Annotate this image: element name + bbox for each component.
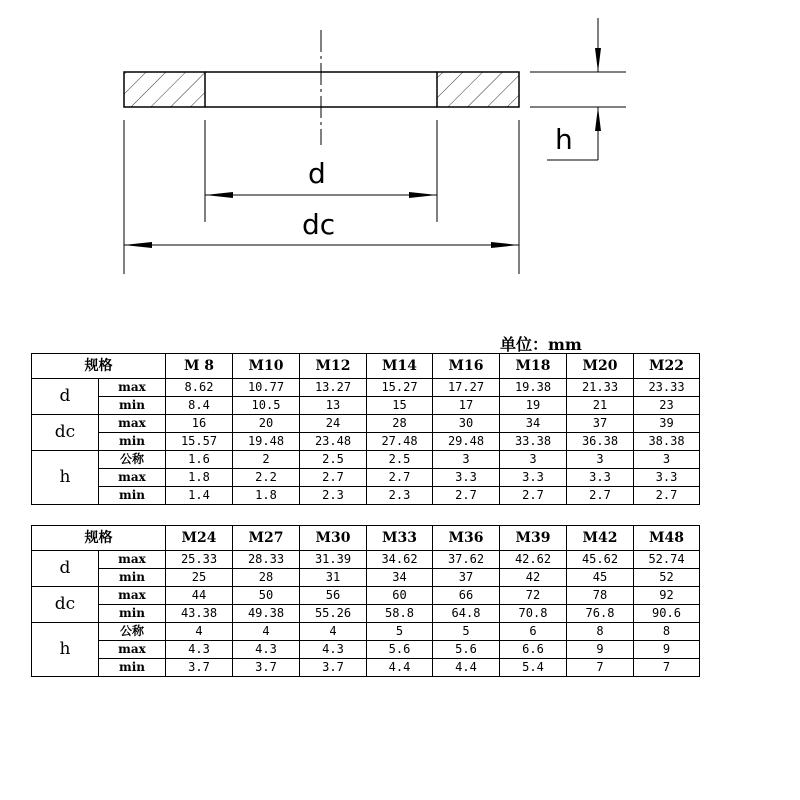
value-cell: 2.3 xyxy=(300,487,367,505)
max-label: max xyxy=(99,379,166,397)
value-cell: 43.38 xyxy=(166,605,233,623)
table-row xyxy=(32,569,700,587)
size-header: M24 xyxy=(166,526,233,551)
value-cell: 9 xyxy=(567,641,634,659)
min-label: min xyxy=(99,659,166,677)
value-cell: 42.62 xyxy=(500,551,567,569)
min-label: min xyxy=(99,397,166,415)
size-header: M10 xyxy=(233,354,300,379)
value-cell: 8 xyxy=(634,623,700,641)
value-cell: 3 xyxy=(433,451,500,469)
value-cell: 52 xyxy=(634,569,700,587)
d-label: d xyxy=(308,157,326,190)
header-row xyxy=(32,354,700,379)
table-row xyxy=(32,659,700,677)
table-row xyxy=(32,415,700,433)
unit-label: 单位：mm xyxy=(500,335,582,354)
value-cell: 3.7 xyxy=(300,659,367,677)
value-cell: 4.4 xyxy=(367,659,433,677)
value-cell: 16 xyxy=(166,415,233,433)
spec-header: 规格 xyxy=(32,526,166,551)
value-cell: 4 xyxy=(166,623,233,641)
value-cell: 3.3 xyxy=(500,469,567,487)
value-cell: 17 xyxy=(433,397,500,415)
header-row xyxy=(32,526,700,551)
min-label: min xyxy=(99,569,166,587)
value-cell: 4.3 xyxy=(233,641,300,659)
size-header: M20 xyxy=(567,354,634,379)
value-cell: 3 xyxy=(634,451,700,469)
table-row xyxy=(32,397,700,415)
table-row xyxy=(32,487,700,505)
dc-dimension xyxy=(124,208,519,248)
value-cell: 66 xyxy=(433,587,500,605)
value-cell: 23.48 xyxy=(300,433,367,451)
value-cell: 3.3 xyxy=(634,469,700,487)
value-cell: 50 xyxy=(233,587,300,605)
value-cell: 38.38 xyxy=(634,433,700,451)
value-cell: 2.7 xyxy=(500,487,567,505)
value-cell: 28 xyxy=(367,415,433,433)
value-cell: 33.38 xyxy=(500,433,567,451)
value-cell: 21 xyxy=(567,397,634,415)
value-cell: 2.5 xyxy=(300,451,367,469)
value-cell: 45.62 xyxy=(567,551,634,569)
size-header: M42 xyxy=(567,526,634,551)
size-header: M 8 xyxy=(166,354,233,379)
value-cell: 44 xyxy=(166,587,233,605)
value-cell: 78 xyxy=(567,587,634,605)
value-cell: 1.8 xyxy=(166,469,233,487)
value-cell: 52.74 xyxy=(634,551,700,569)
size-header: M27 xyxy=(233,526,300,551)
value-cell: 64.8 xyxy=(433,605,500,623)
spec-table-2 xyxy=(31,525,700,677)
value-cell: 5 xyxy=(367,623,433,641)
size-header: M39 xyxy=(500,526,567,551)
value-cell: 4.3 xyxy=(166,641,233,659)
value-cell: 23 xyxy=(634,397,700,415)
h-dimension xyxy=(547,18,601,160)
value-cell: 8 xyxy=(567,623,634,641)
max-label: max xyxy=(99,551,166,569)
value-cell: 56 xyxy=(300,587,367,605)
value-cell: 2 xyxy=(233,451,300,469)
h-group-label: h xyxy=(32,451,99,505)
size-header: M22 xyxy=(634,354,700,379)
value-cell: 49.38 xyxy=(233,605,300,623)
value-cell: 60 xyxy=(367,587,433,605)
d-group-label: d xyxy=(32,379,99,415)
value-cell: 3.7 xyxy=(166,659,233,677)
value-cell: 25 xyxy=(166,569,233,587)
value-cell: 9 xyxy=(634,641,700,659)
value-cell: 3.3 xyxy=(433,469,500,487)
table-row xyxy=(32,551,700,569)
value-cell: 1.6 xyxy=(166,451,233,469)
value-cell: 21.33 xyxy=(567,379,634,397)
value-cell: 24 xyxy=(300,415,367,433)
value-cell: 1.8 xyxy=(233,487,300,505)
value-cell: 55.26 xyxy=(300,605,367,623)
value-cell: 8.62 xyxy=(166,379,233,397)
table-row xyxy=(32,469,700,487)
value-cell: 3.7 xyxy=(233,659,300,677)
value-cell: 1.4 xyxy=(166,487,233,505)
value-cell: 4.3 xyxy=(300,641,367,659)
d-group-label: d xyxy=(32,551,99,587)
max-label: max xyxy=(99,469,166,487)
size-header: M33 xyxy=(367,526,433,551)
value-cell: 6 xyxy=(500,623,567,641)
value-cell: 7 xyxy=(634,659,700,677)
value-cell: 10.5 xyxy=(233,397,300,415)
table-row xyxy=(32,605,700,623)
value-cell: 2.5 xyxy=(367,451,433,469)
value-cell: 36.38 xyxy=(567,433,634,451)
value-cell: 2.7 xyxy=(634,487,700,505)
value-cell: 37.62 xyxy=(433,551,500,569)
value-cell: 34 xyxy=(500,415,567,433)
value-cell: 23.33 xyxy=(634,379,700,397)
max-label: max xyxy=(99,415,166,433)
value-cell: 7 xyxy=(567,659,634,677)
size-header: M16 xyxy=(433,354,500,379)
value-cell: 37 xyxy=(567,415,634,433)
value-cell: 31.39 xyxy=(300,551,367,569)
size-header: M30 xyxy=(300,526,367,551)
value-cell: 15 xyxy=(367,397,433,415)
value-cell: 70.8 xyxy=(500,605,567,623)
h-group-label: h xyxy=(32,623,99,677)
value-cell: 28.33 xyxy=(233,551,300,569)
table-row xyxy=(32,451,700,469)
value-cell: 6.6 xyxy=(500,641,567,659)
value-cell: 27.48 xyxy=(367,433,433,451)
value-cell: 39 xyxy=(634,415,700,433)
size-header: M14 xyxy=(367,354,433,379)
value-cell: 5.6 xyxy=(367,641,433,659)
value-cell: 13.27 xyxy=(300,379,367,397)
size-header: M36 xyxy=(433,526,500,551)
size-header: M48 xyxy=(634,526,700,551)
value-cell: 10.77 xyxy=(233,379,300,397)
table-row xyxy=(32,433,700,451)
value-cell: 2.3 xyxy=(367,487,433,505)
dc-group-label: dc xyxy=(32,587,99,623)
value-cell: 17.27 xyxy=(433,379,500,397)
value-cell: 72 xyxy=(500,587,567,605)
table-row xyxy=(32,587,700,605)
value-cell: 4 xyxy=(233,623,300,641)
value-cell: 42 xyxy=(500,569,567,587)
value-cell: 2.7 xyxy=(433,487,500,505)
table-row xyxy=(32,379,700,397)
value-cell: 30 xyxy=(433,415,500,433)
value-cell: 19.38 xyxy=(500,379,567,397)
value-cell: 4 xyxy=(300,623,367,641)
size-header: M12 xyxy=(300,354,367,379)
value-cell: 19 xyxy=(500,397,567,415)
min-label: min xyxy=(99,433,166,451)
value-cell: 15.27 xyxy=(367,379,433,397)
washer-drawing xyxy=(0,0,800,300)
value-cell: 31 xyxy=(300,569,367,587)
value-cell: 34 xyxy=(367,569,433,587)
value-cell: 13 xyxy=(300,397,367,415)
dc-label: dc xyxy=(302,208,336,241)
value-cell: 90.6 xyxy=(634,605,700,623)
value-cell: 92 xyxy=(634,587,700,605)
value-cell: 4.4 xyxy=(433,659,500,677)
value-cell: 45 xyxy=(567,569,634,587)
max-label: max xyxy=(99,641,166,659)
max-label: max xyxy=(99,587,166,605)
dc-group-label: dc xyxy=(32,415,99,451)
value-cell: 76.8 xyxy=(567,605,634,623)
value-cell: 34.62 xyxy=(367,551,433,569)
value-cell: 28 xyxy=(233,569,300,587)
table-row xyxy=(32,623,700,641)
d-dimension xyxy=(205,157,437,198)
value-cell: 2.2 xyxy=(233,469,300,487)
value-cell: 29.48 xyxy=(433,433,500,451)
value-cell: 5.6 xyxy=(433,641,500,659)
min-label: min xyxy=(99,487,166,505)
table-row xyxy=(32,641,700,659)
nominal-label: 公称 xyxy=(99,623,166,641)
value-cell: 19.48 xyxy=(233,433,300,451)
value-cell: 20 xyxy=(233,415,300,433)
value-cell: 3 xyxy=(567,451,634,469)
value-cell: 5 xyxy=(433,623,500,641)
size-header: M18 xyxy=(500,354,567,379)
value-cell: 25.33 xyxy=(166,551,233,569)
min-label: min xyxy=(99,605,166,623)
value-cell: 2.7 xyxy=(367,469,433,487)
value-cell: 8.4 xyxy=(166,397,233,415)
value-cell: 3.3 xyxy=(567,469,634,487)
spec-table-1 xyxy=(31,353,700,505)
value-cell: 15.57 xyxy=(166,433,233,451)
value-cell: 37 xyxy=(433,569,500,587)
value-cell: 5.4 xyxy=(500,659,567,677)
nominal-label: 公称 xyxy=(99,451,166,469)
spec-header: 规格 xyxy=(32,354,166,379)
h-label: h xyxy=(555,123,573,156)
value-cell: 2.7 xyxy=(300,469,367,487)
value-cell: 58.8 xyxy=(367,605,433,623)
value-cell: 2.7 xyxy=(567,487,634,505)
value-cell: 3 xyxy=(500,451,567,469)
